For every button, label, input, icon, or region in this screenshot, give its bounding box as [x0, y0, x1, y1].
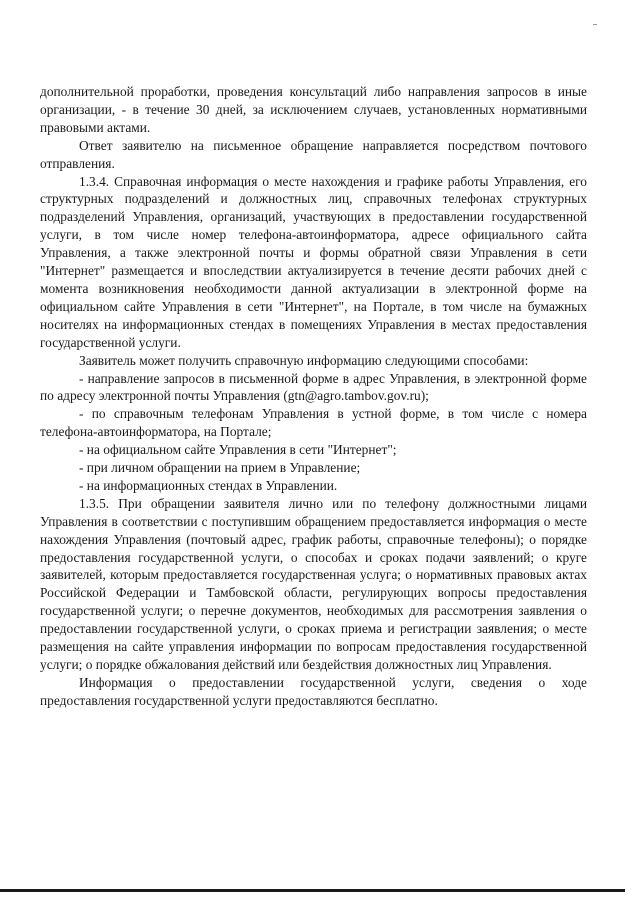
paragraph-free-of-charge: Информация о предоставлении государственной услуги, сведения о ходе предоставления государственной услуги предоставляются бесплатно. [40, 674, 587, 708]
list-item-written-requests: - направление запросов в письменной форме в адрес Управления, в электронной форме по адресу электронной почты Управления (gtn@agro.tambov.gov.ru); [40, 370, 587, 404]
paragraph-reply-by-post: Ответ заявителю на письменное обращение направляется посредством почтового отправления. [40, 137, 587, 171]
paragraph-1-3-5: 1.3.5. При обращении заявителя лично или по телефону должностными лицами Управления в соответствии с поступившим обращением предоставляется информация о месте нахождения Управления (почтовый адрес, график работы, справочные телефоны); о порядке предоставления государственной услуги, о способах и сроках подачи заявлений; о круге заявителей, которым предоставляется государственная услуга; о нормативных правовых актах Российской Федерации и Тамбовской области, регулирующих вопросы предоставления государственной услуги; о перечне документов, необходимых для рассмотрения заявления о предоставлении государственной услуги, о сроках приема и регистрации заявления; о месте размещения на сайте управления информации по вопросам предоставления государственной услуги; о порядке обжалования действий или бездействия должностных лиц Управления. [40, 495, 587, 672]
list-item-phone: - по справочным телефонам Управления в устной форме, в том числе с номера телефона-автоинформатора, на Портале; [40, 406, 587, 440]
page-bottom-border [0, 889, 625, 892]
list-item-personal-visit: - при личном обращении на прием в Управление; [79, 460, 361, 476]
list-item-info-stands: - на информационных стендах в Управлении. [79, 477, 338, 493]
paragraph-info-methods-intro: Заявитель может получить справочную информацию следующими способами: [79, 352, 529, 368]
document-page [40, 83, 587, 710]
paragraph-continuation: дополнительной проработки, проведения консультаций либо направления запросов в иные организации, - в течение 30 дней, за исключением случаев, установленных нормативными правовыми актами. [40, 84, 587, 135]
scan-artifact [593, 24, 597, 25]
list-item-website: - на официальном сайте Управления в сети "Интернет"; [79, 442, 397, 458]
paragraph-1-3-4: 1.3.4. Справочная информация о месте нахождения и графике работы Управления, его структурных подразделений и должностных лиц, справочных телефонах структурных подразделений Управления, организаций, участвующих в предоставлении государственной услуги, в том числе номер телефона-автоинформатора, адресе официального сайта Управления, а также электронной почты и формы обратной связи Управления в сети "Интернет" размещается и впоследствии актуализируется в течение десяти рабочих дней с момента возникновения необходимости данной актуализации в электронной форме на официальном сайте Управления в сети "Интернет", на Портале, в том числе на бумажных носителях на информационных стендах в помещениях Управления в местах предоставления государственной услуги. [40, 173, 587, 350]
